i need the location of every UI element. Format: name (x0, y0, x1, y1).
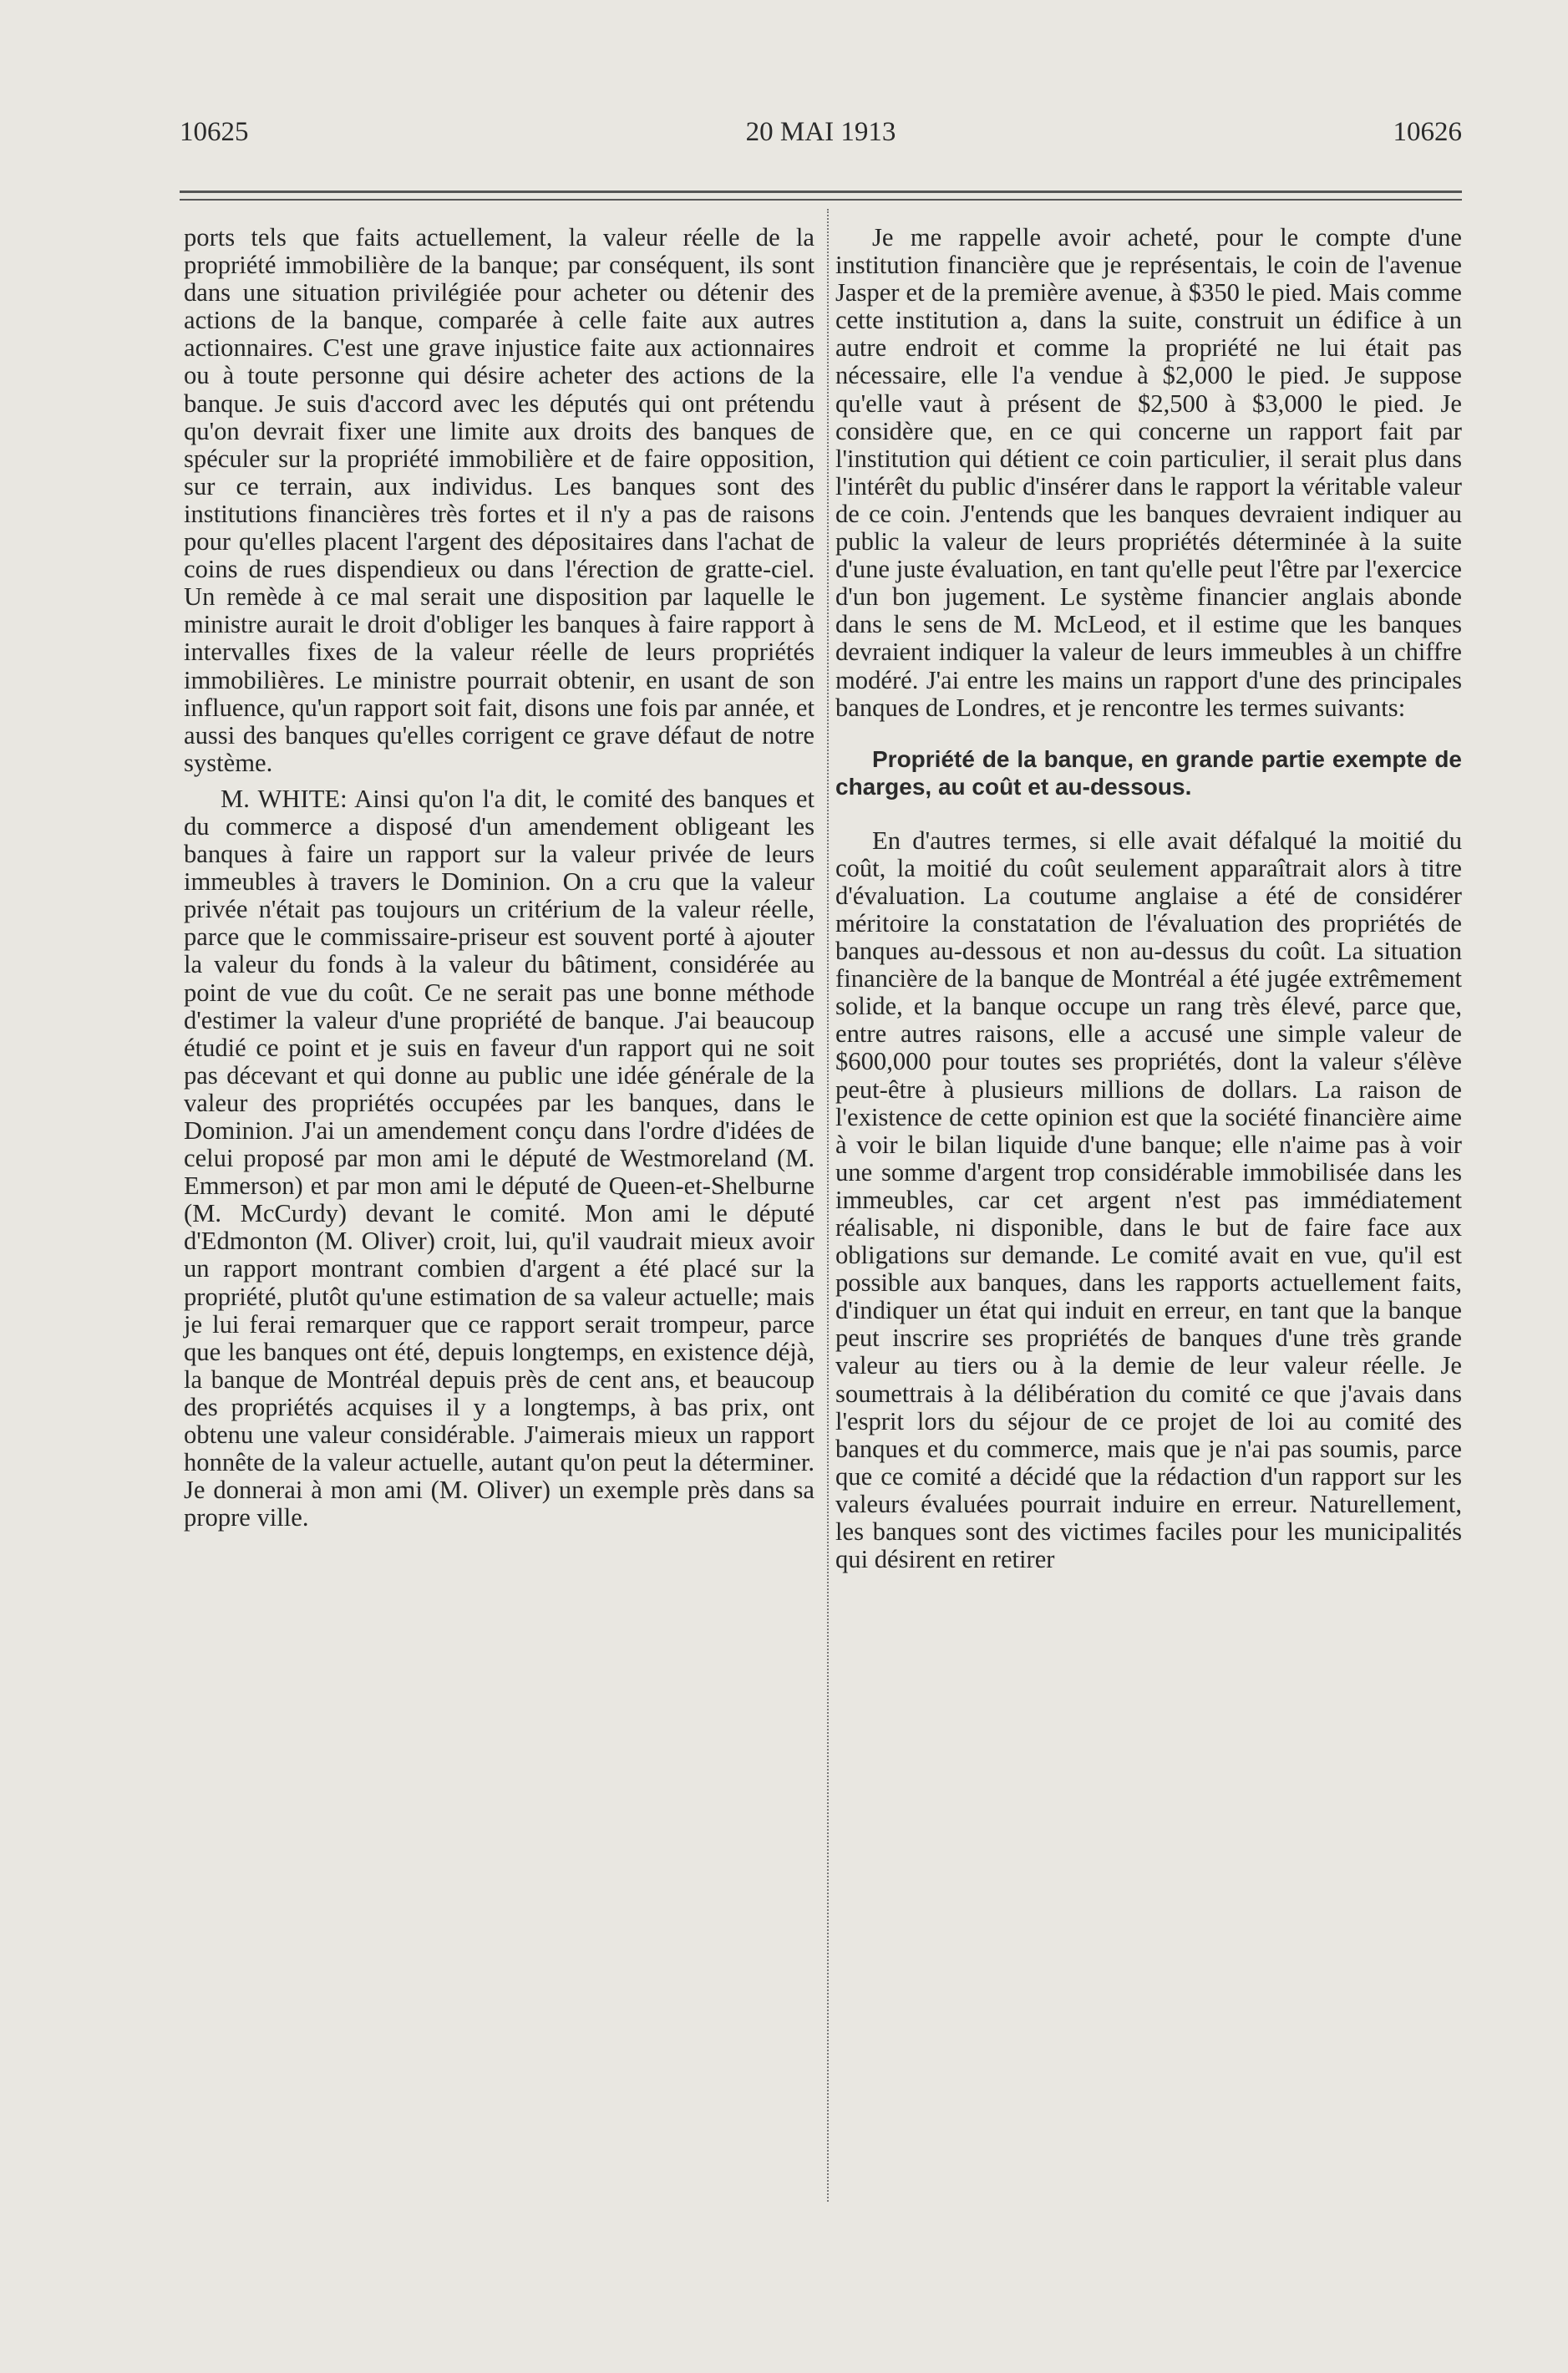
right-paragraph-2: En d'autres termes, si elle avait défalqué la moitié du coût, la moitié du coût seulement apparaîtrait alors à titre d'évaluation. La coutume anglaise a été de considérer méritoire la constatation de l'évaluation des propriétés de banques au-dessous et non au-dessus du coût. La situation financière de la banque de Montréal a été jugée extrêmement solide, et la banque occupe un rang très élevé, parce que, entre autres raisons, elle a accusé une simple valeur de $600,000 pour toutes ses propriétés, dont la valeur s'élève peut-être à plusieurs millions de dollars. La raison de l'existence de cette opinion est que la société financière aime à voir le bilan liquide d'une banque; elle n'aime pas à voir une somme d'argent trop considérable immobilisée dans les immeubles, car cet argent n'est pas immédiatement réalisable, ni disponible, dans le but de faire face aux obligations sur demande. Le comité avait en vue, qu'il est possible aux banques, dans les rapports actuellement faits, d'indiquer un état qui induit en erreur, en tant que la banque peut inscrire ses propriétés de banques d'une très grande valeur au tiers ou à la demie de leur valeur réelle. Je soumettrais à la délibération du comité ce que j'avais dans l'esprit lors du séjour de ce projet de loi au comité des banques et du commerce, mais que je n'ai pas soumis, parce que ce comité a décidé que la rédaction d'un rapport sur les valeurs évaluées pourrait induire en erreur. Naturellement, les banques sont des victimes faciles pour les municipalités qui désirent en retirer (835, 826, 1462, 1574)
header-rule-top (180, 191, 1462, 193)
page-header (180, 117, 1462, 159)
column-divider (827, 209, 830, 2202)
left-column (184, 224, 814, 1532)
left-paragraph-2: M. WHITE: Ainsi qu'on l'a dit, le comité des banques et du commerce a disposé d'un amendement obligeant les banques à faire un rapport sur la valeur privée de leurs immeubles à travers le Dominion. On a cru que la valeur privée n'était pas toujours un critérium de la valeur réelle, parce que le commissaire-priseur est souvent porté à ajouter la valeur du fonds à la valeur du bâtiment, considérée au point de vue du coût. Ce ne serait pas une bonne méthode d'estimer la valeur d'une propriété de banque. J'ai beaucoup étudié ce point et je suis en faveur d'un rapport qui ne soit pas décevant et qui donne au public une idée générale de la valeur des propriétés occupées par les banques, dans le Dominion. J'ai un amendement conçu dans l'ordre d'idées de celui proposé par mon ami le député de Westmoreland (M. Emmerson) et par mon ami le député de Queen-et-Shelburne (M. McCurdy) devant le comité. Mon ami le député d'Edmonton (M. Oliver) croit, lui, qu'il vaudrait mieux avoir un rapport montrant combien d'argent a été placé sur la propriété, plutôt qu'une estimation de sa valeur actuelle; mais je lui ferai remarquer que ce rapport serait trompeur, parce que les banques ont été, depuis longtemps, en existence déjà, la banque de Montréal depuis près de cent ans, et beaucoup des propriétés acquises il y a longtemps, à bas prix, ont obtenu une valeur considérable. J'aimerais mieux un rapport honnête de la valeur actuelle, autant qu'on peut la déterminer. Je donnerai à mon ami (M. Oliver) un exemple près dans sa propre ville. (184, 784, 814, 1532)
page-number-right: 10626 (1393, 117, 1462, 147)
right-column (835, 224, 1462, 1573)
right-paragraph-1: Je me rappelle avoir acheté, pour le compte d'une institution financière que je représentais, le coin de l'avenue Jasper et de la première avenue, à $350 le pied. Mais comme cette institution a, dans la suite, construit un édifice à un autre endroit et comme la propriété ne lui était pas nécessaire, elle l'a vendue à $2,000 le pied. Je suppose qu'elle vaut à présent de $2,500 à $3,000 le pied. Je considère que, en ce qui concerne un rapport fait par l'institution qui détient ce coin particulier, il serait plus dans l'intérêt du public d'insérer dans le rapport la véritable valeur de ce coin. J'entends que les banques devraient indiquer au public la valeur de leurs propriétés déterminée à la suite d'une juste évaluation, en tant qu'elle peut l'être par l'exercice d'un bon jugement. Le système financier anglais abonde dans le sens de M. McLeod, et il estime que les banques devraient indiquer la valeur de leurs immeubles à un chiffre modéré. J'ai entre les mains un rapport d'une des principales banques de Londres, et je rencontre les termes suivants: (835, 223, 1462, 722)
left-paragraph-1: ports tels que faits actuellement, la valeur réelle de la propriété immobilière de la banque; par conséquent, ils sont dans une situation privilégiée pour acheter ou détenir des actions de la banque, comparée à celle faite aux autres actionnaires. C'est une grave injustice faite aux actionnaires ou à toute personne qui désire acheter des actions de la banque. Je suis d'accord avec les députés qui ont prétendu qu'on devrait fixer une limite aux droits des banques de spéculer sur la propriété immobilière et de faire opposition, sur ce terrain, aux individus. Les banques sont des institutions financières très fortes et il n'y a pas de raisons pour qu'elles placent l'argent des dépositaires dans l'achat de coins de rues dispendieux ou dans l'érection de gratte-ciel. Un remède à ce mal serait une disposition par laquelle le ministre aurait le droit d'obliger les banques à faire rapport à intervalles fixes de la valeur réelle de leurs propriétés immobilières. Le ministre pourrait obtenir, en usant de son influence, qu'un rapport soit fait, disons une fois par année, et aussi des banques qu'elles corrigent ce grave défaut de notre système. (184, 223, 814, 777)
header-rule-bottom (180, 199, 1462, 201)
header-date: 20 MAI 1913 (745, 117, 896, 147)
quoted-subheading: Propriété de la banque, en grande partie exempte de charges, au coût et au-dessous. (835, 745, 1462, 800)
page-number-left: 10625 (180, 117, 249, 147)
